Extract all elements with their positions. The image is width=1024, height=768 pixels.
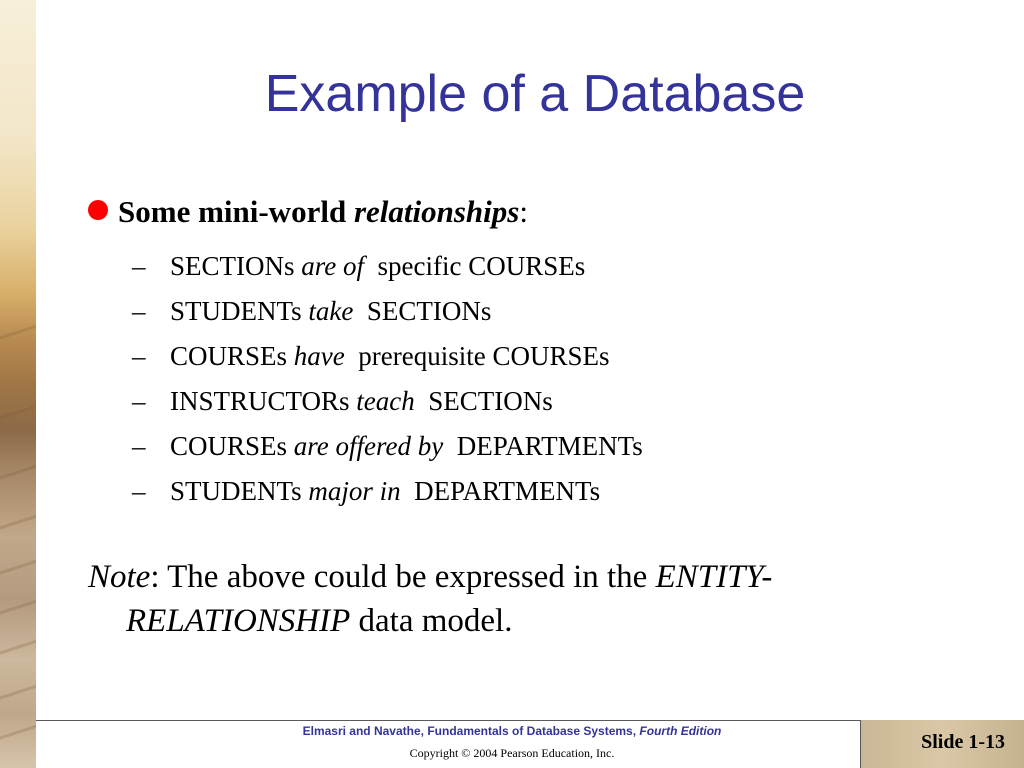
relationship-subject: STUDENTs: [170, 296, 309, 326]
main-bullet-emphasis: relationships: [353, 194, 520, 229]
dash-marker: –: [132, 296, 146, 326]
relationship-object: DEPARTMENTs: [414, 476, 601, 506]
relationship-subject: SECTIONs: [170, 251, 302, 281]
dash-marker: –: [132, 341, 146, 371]
relationship-object: SECTIONs: [428, 386, 553, 416]
list-item: [132, 470, 643, 515]
relationship-verb: are of: [301, 251, 365, 281]
main-bullet-suffix: :: [519, 194, 528, 229]
slide-title: Example of a Database: [264, 65, 806, 123]
list-item: [132, 425, 643, 470]
relationship-object: DEPARTMENTs: [456, 431, 643, 461]
dash-marker: –: [132, 476, 146, 506]
note-tail: data model.: [350, 603, 513, 639]
dash-marker: –: [132, 251, 146, 281]
relationship-subject: COURSEs: [170, 431, 294, 461]
relationship-object: SECTIONs: [366, 296, 492, 326]
footer-edition: Fourth Edition: [639, 724, 722, 738]
footer-book-citation: [36, 724, 988, 738]
note-text: : The above could be expressed in the: [150, 559, 656, 595]
relationship-verb: have: [293, 341, 345, 371]
footer-book-title: Elmasri and Navathe, Fundamentals of Database Systems,: [302, 724, 640, 738]
footer-copyright: Copyright © 2004 Pearson Education, Inc.: [409, 746, 615, 760]
relationship-verb: teach: [356, 386, 415, 416]
relationship-subject: INSTRUCTORs: [170, 386, 357, 416]
list-item: [132, 290, 643, 335]
note-paragraph: [88, 555, 986, 643]
relationship-object: specific COURSEs: [377, 251, 586, 281]
bullet-dot-icon: [88, 200, 108, 220]
slide-number-box: [860, 720, 1024, 768]
relationship-verb: major in: [308, 476, 401, 506]
list-item: [132, 245, 643, 290]
dash-marker: –: [132, 386, 146, 416]
relationship-verb: are offered by: [293, 431, 444, 461]
relationship-subject: STUDENTs: [170, 476, 309, 506]
list-item: [132, 380, 643, 425]
relationship-subject: COURSEs: [170, 341, 294, 371]
slide-number: Slide 1-13: [921, 731, 1005, 753]
relationship-verb: take: [308, 296, 354, 326]
main-bullet: [88, 194, 528, 230]
relationship-object: prerequisite COURSEs: [358, 341, 610, 371]
dash-marker: –: [132, 431, 146, 461]
note-label: Note: [88, 559, 151, 595]
note-emphasis: ENTITY-RELATIONSHIP: [126, 559, 773, 639]
main-bullet-bold-text: Some mini-world: [118, 194, 354, 229]
list-item: [132, 335, 643, 380]
relationship-list: [132, 245, 643, 515]
